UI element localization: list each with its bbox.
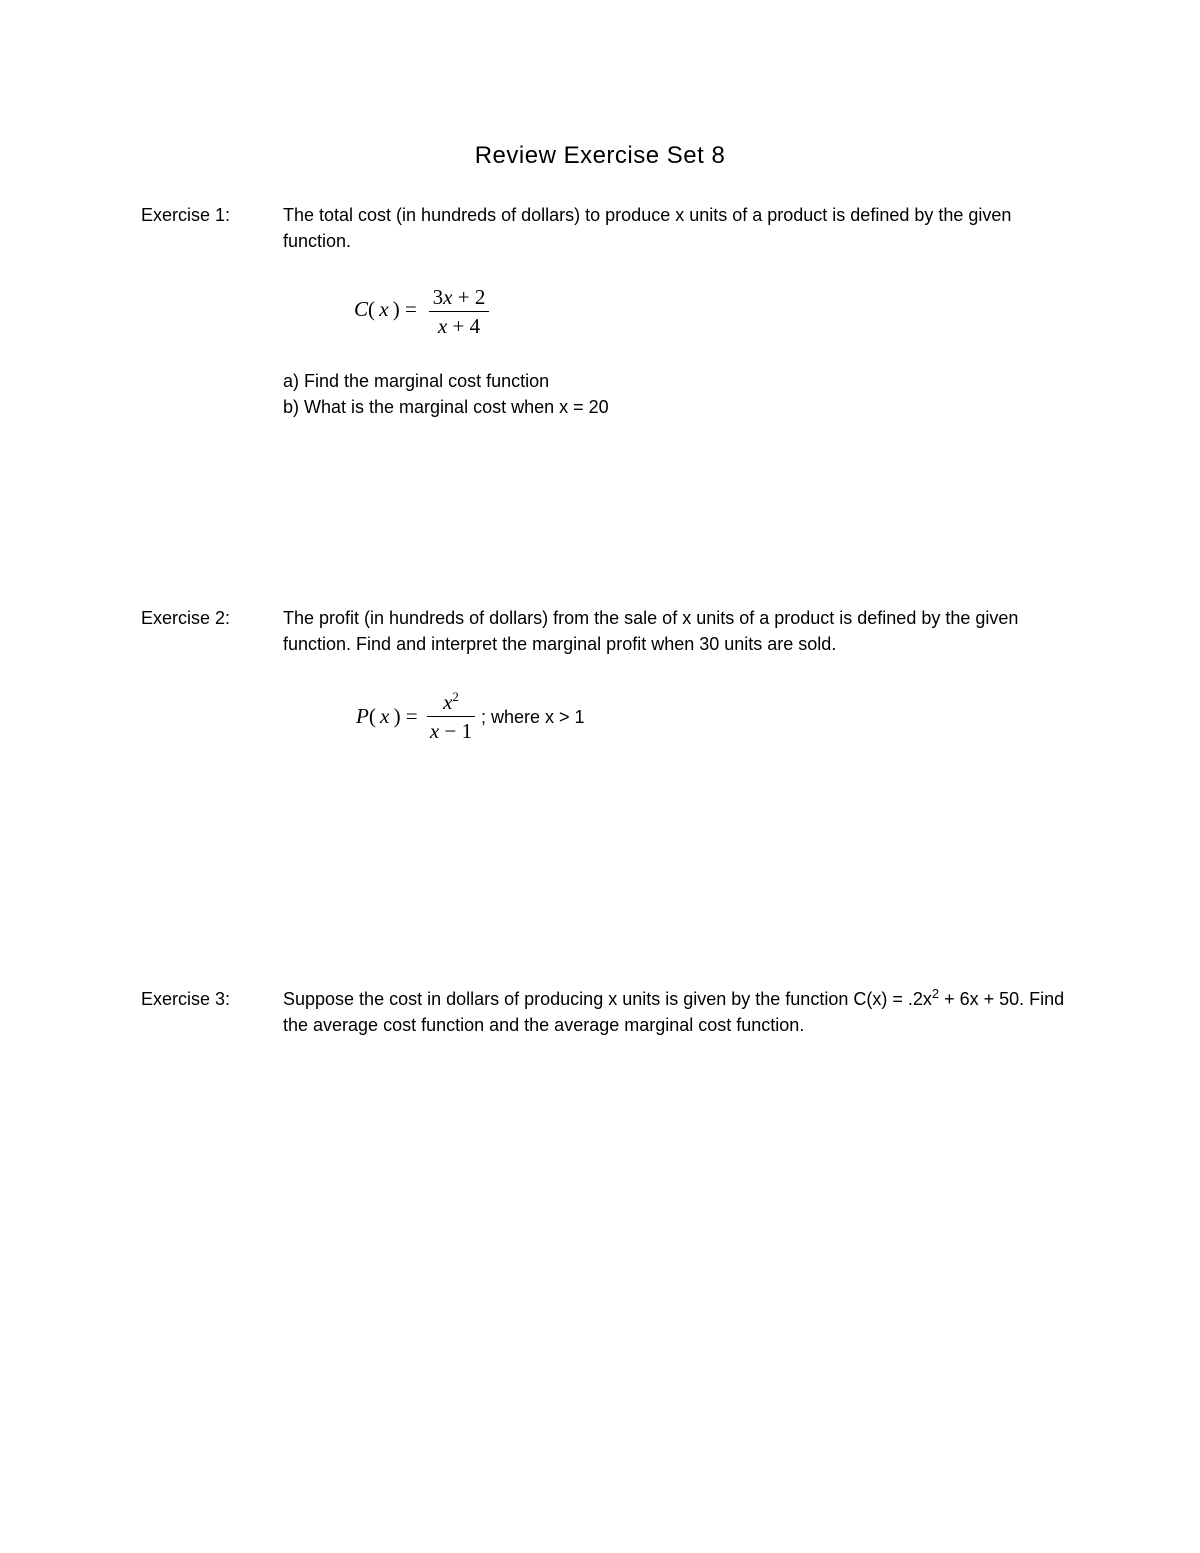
denominator-variable: x bbox=[429, 719, 440, 743]
profit-function-arg: x bbox=[380, 704, 390, 728]
exercise-2-text: The profit (in hundreds of dollars) from the sale of x units of a product is defined by the given function. Find and interpret the marginal profit when 30 units are sold. bbox=[283, 608, 1019, 654]
cost-function-lhs: C( x ) = bbox=[354, 297, 417, 321]
numerator-constant: + 2 bbox=[452, 285, 486, 309]
cost-function-numerator bbox=[433, 283, 486, 311]
exercise-1-label: Exercise 1: bbox=[141, 205, 231, 225]
exercise-3-text-after: + 6x + 50. Find the average cost function and the average marginal cost function. bbox=[283, 989, 1065, 1035]
exercise-1-part-a: a) Find the marginal cost function bbox=[283, 371, 550, 391]
exercise-1-text: The total cost (in hundreds of dollars) to produce x units of a product is defined by the given function. bbox=[283, 205, 1012, 251]
exercise-3-exponent: 2 bbox=[931, 986, 940, 1001]
denominator-variable: x bbox=[437, 314, 448, 338]
exercise-3-label: Exercise 3: bbox=[141, 989, 231, 1009]
cost-function-fraction bbox=[429, 283, 489, 340]
exercise-3-text-before: Suppose the cost in dollars of producing x units is given by the function C(x) = .2x bbox=[283, 989, 932, 1009]
page-title: Review Exercise Set 8 bbox=[474, 142, 726, 169]
numerator-variable: x bbox=[443, 285, 453, 309]
profit-function-denominator bbox=[430, 717, 472, 745]
numerator-exponent: 2 bbox=[452, 689, 459, 704]
cost-function-arg: x bbox=[379, 297, 389, 321]
numerator-variable: x bbox=[443, 690, 453, 714]
profit-function-condition: ; where x > 1 bbox=[481, 707, 585, 727]
exercise-3-text bbox=[283, 986, 1073, 1038]
profit-function-numerator bbox=[443, 688, 459, 716]
cost-function-name: C bbox=[354, 297, 369, 321]
profit-function-fraction bbox=[427, 688, 475, 745]
denominator-constant: + 4 bbox=[447, 314, 481, 338]
cost-function-denominator bbox=[438, 312, 480, 340]
denominator-constant: − 1 bbox=[439, 719, 473, 743]
exercise-2-label: Exercise 2: bbox=[141, 608, 231, 628]
numerator-coefficient: 3 bbox=[432, 285, 444, 309]
exercise-1-part-b: b) What is the marginal cost when x = 20 bbox=[283, 397, 609, 417]
profit-function-lhs: P( x ) = bbox=[356, 704, 418, 728]
profit-function-name: P bbox=[356, 704, 369, 728]
